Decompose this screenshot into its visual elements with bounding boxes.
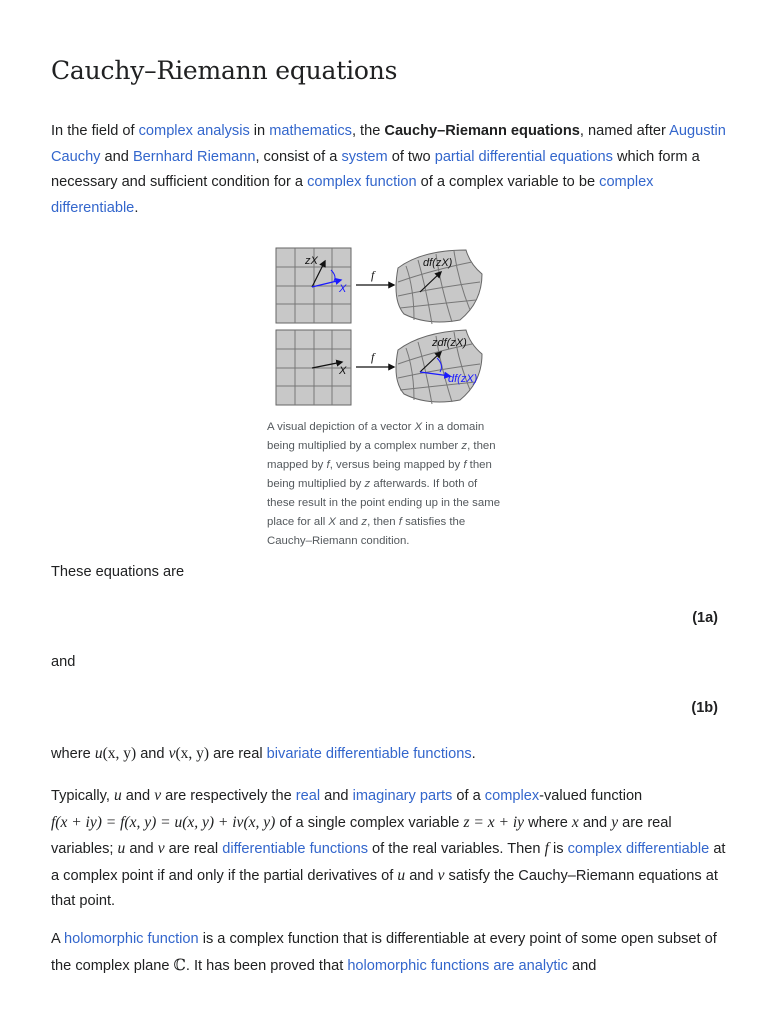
label-dfzX-blue: df(zX) [448,373,478,385]
where-paragraph: where u(x, y) and v(x, y) are real bivariate differentiable functions. [51,745,476,762]
typically-paragraph: Typically, u and v are respectively the real and imaginary parts of a complex-valued function f(x + iy) = f(x, y) = u(x, y) + iv(x, y) of a single complex variable z = x + iy where x and y are real variables; u and v are real differentiable functions of the real variables. Then f is complex differentiable at a complex point if and only if the partial derivatives of u and v satisfy the Cauchy–Riemann equations at that point. [51,787,726,909]
diagram-svg [270,244,502,414]
label-dfzX: df(zX) [423,257,453,269]
equation-number-1a: (1a) [692,610,718,626]
link-complex-differentiable-2[interactable]: complex differentiable [567,841,710,857]
link-holomorphic-function[interactable]: holomorphic function [63,931,199,947]
link-complex-analysis[interactable]: complex analysis [138,123,250,139]
link-partial-differential-equations[interactable]: partial differential equations [434,148,613,165]
equation-number-1b: (1b) [691,700,718,716]
and-text: and [51,654,76,670]
link-differentiable-functions[interactable]: differentiable functions [222,841,368,857]
link-bivariate-differentiable-functions[interactable]: bivariate differentiable functions [266,746,472,762]
complex-plane-symbol: ℂ [173,956,186,974]
page-title: Cauchy–Riemann equations [51,56,398,85]
label-X-bottom: X [339,365,347,377]
label-f-bottom: f [371,350,375,364]
link-system[interactable]: system [341,148,388,165]
link-augustin-cauchy[interactable]: Augustin Cauchy [51,123,726,165]
link-bernhard-riemann[interactable]: Bernhard Riemann [132,148,256,165]
link-complex-function[interactable]: complex function [307,174,417,190]
label-zX: zX [305,255,318,267]
link-holomorphic-analytic[interactable]: holomorphic functions are analytic [347,957,568,974]
bold-term: Cauchy–Riemann equations [384,123,580,139]
link-mathematics[interactable]: mathematics [269,123,352,139]
label-X-top: X [339,283,347,295]
equations-intro: These equations are [51,564,185,580]
figure-cauchy-riemann-diagram[interactable] [270,244,502,414]
label-f-top: f [371,268,375,282]
link-complex-differentiable[interactable]: complex differentiable [51,174,654,216]
label-zdfzX: zdf(zX) [432,337,467,349]
link-complex[interactable]: complex [484,788,540,804]
figure-caption: A visual depiction of a vector X in a domain being multiplied by a complex number z, then mapped by f, versus being mapped by f then being multiplied by z afterwards. If both of these result in the point ending up in the same place for all X and z, then f satisfies the Cauchy–Riemann condition. [267,421,501,547]
link-real[interactable]: real [295,788,321,804]
intro-paragraph: In the field of complex analysis in mathematics, the Cauchy–Riemann equations, named after Augustin Cauchy and Bernhard Riemann, consist of a system of two partial differential equations which form a necessary and sufficient condition for a complex function of a complex variable to be complex differentiable. [51,123,726,216]
link-imaginary-parts[interactable]: imaginary parts [352,788,453,804]
holomorphic-paragraph: A holomorphic function is a complex function that is differentiable at every point of some open subset of the complex plane ℂ. It has been proved that holomorphic functions are analytic and [51,931,717,974]
